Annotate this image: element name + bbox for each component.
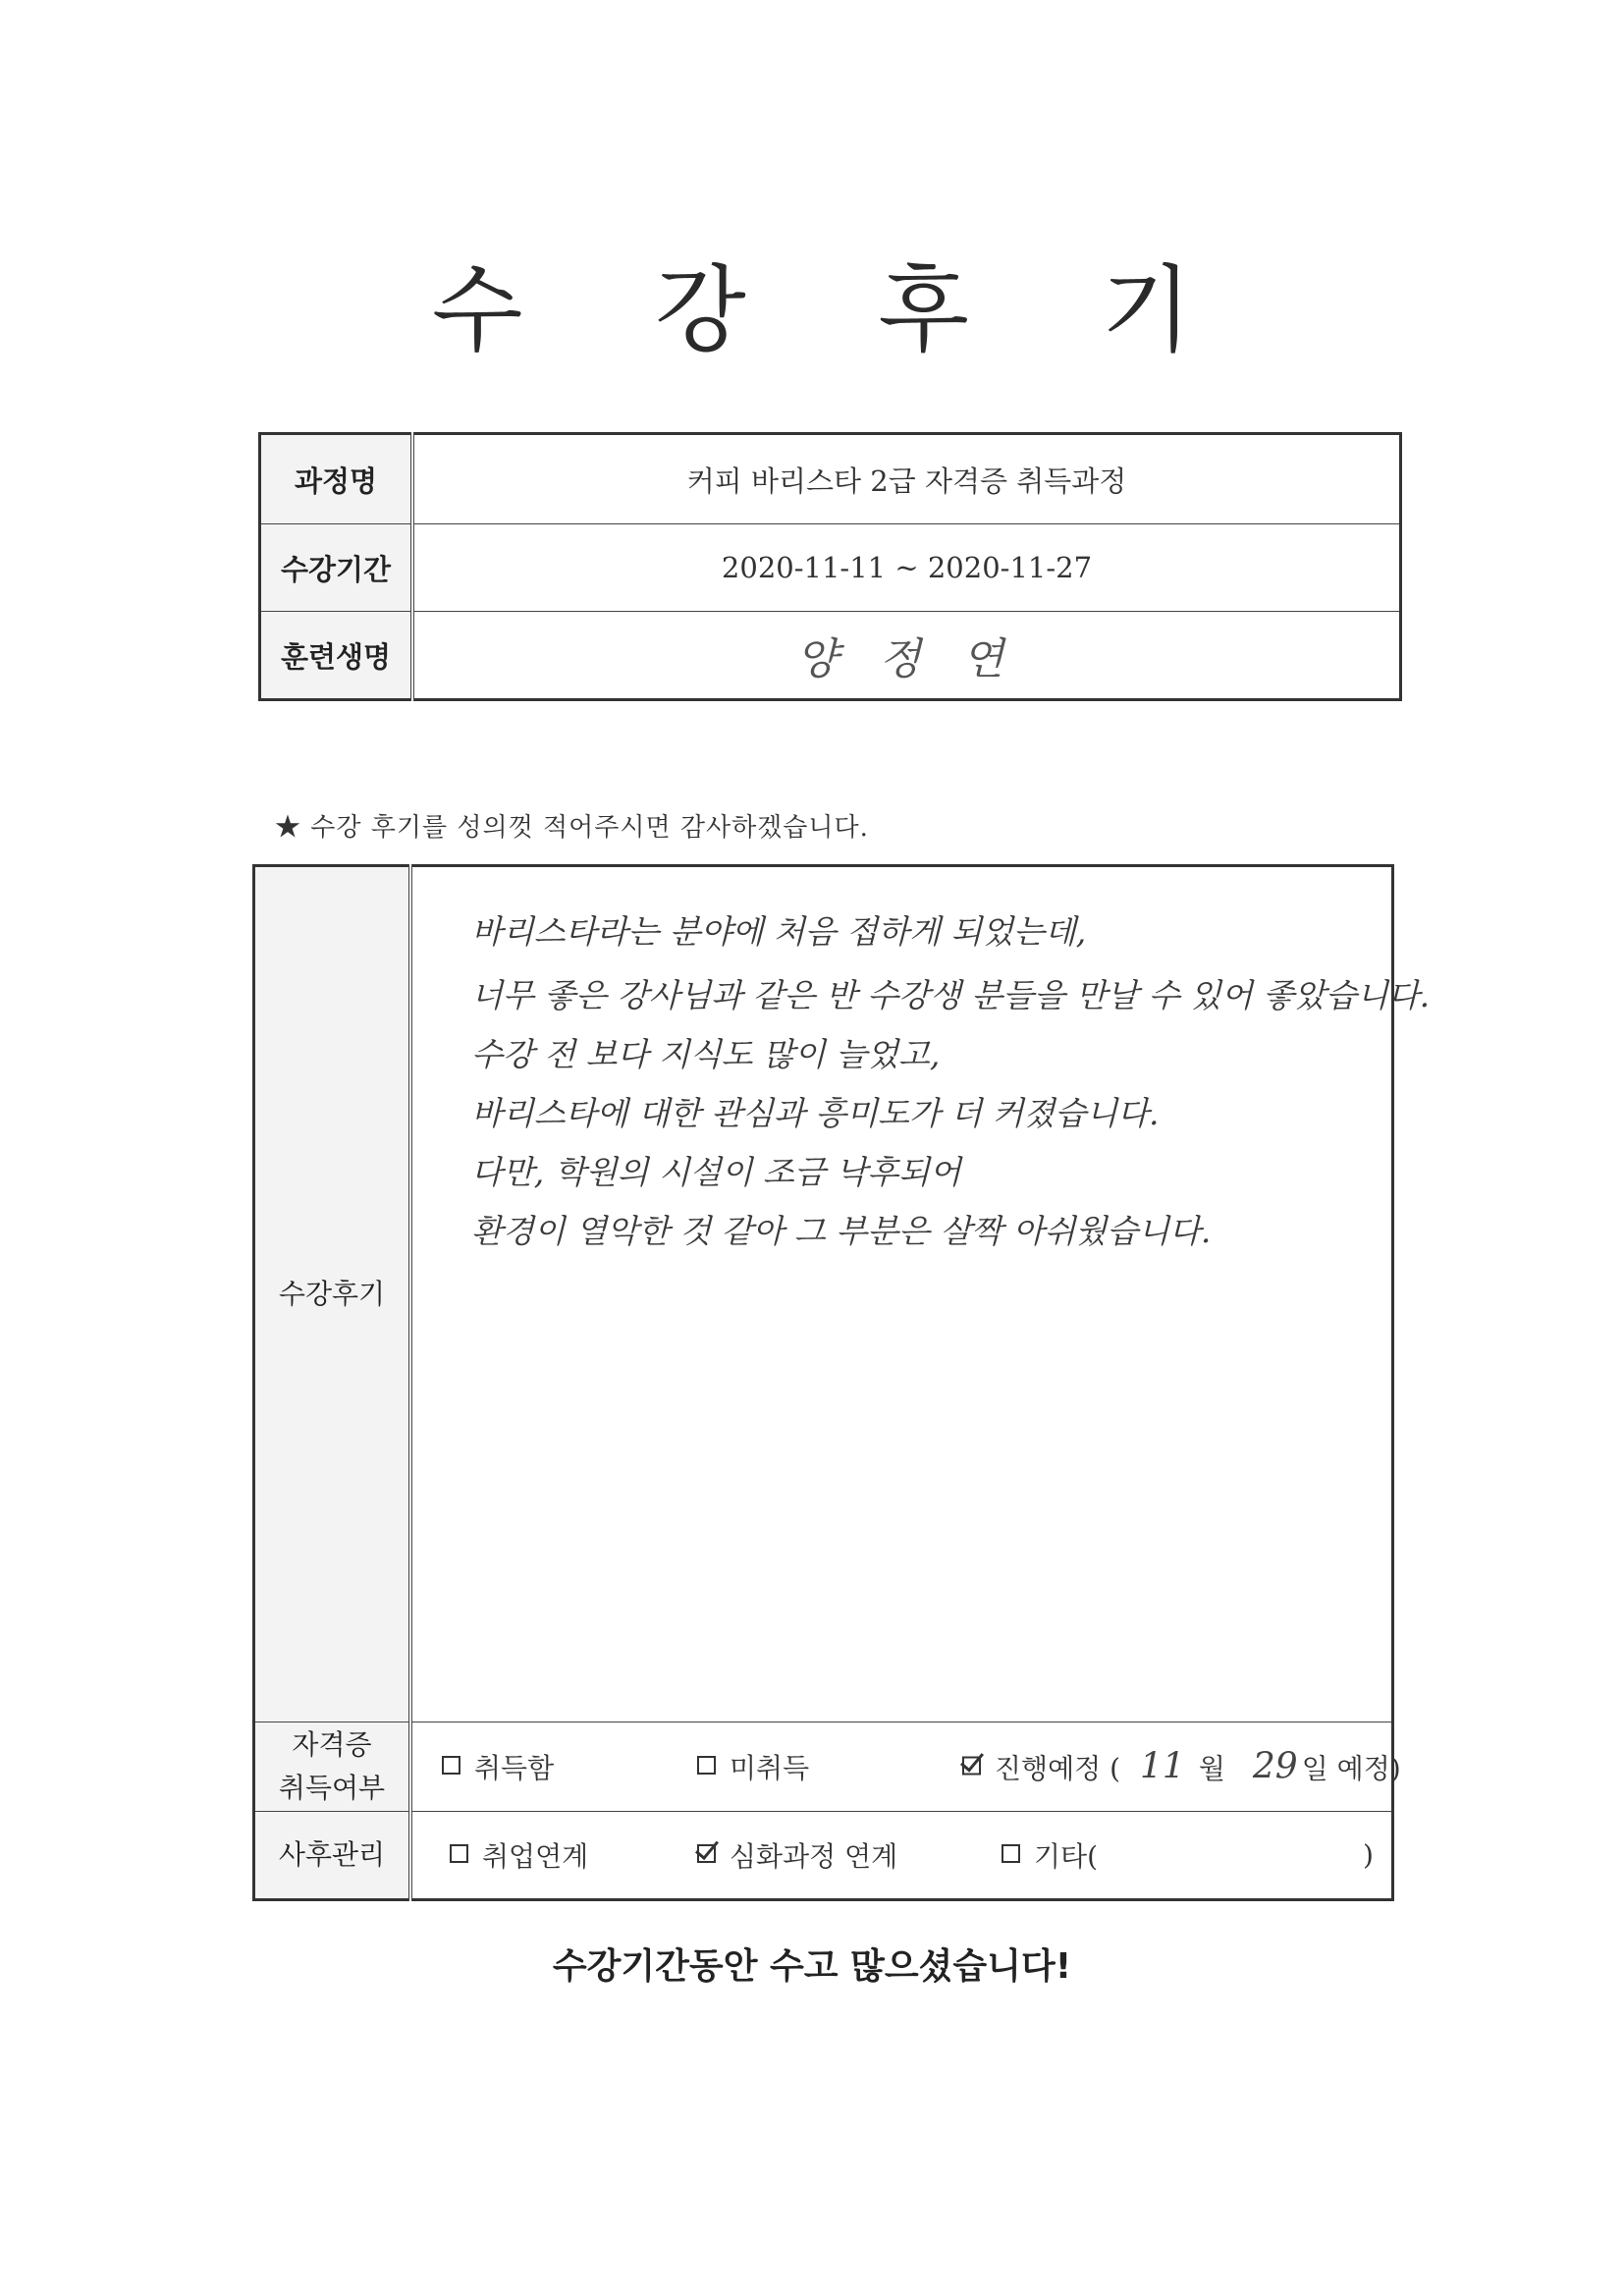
aftercare-other-close: ) bbox=[1363, 1838, 1374, 1872]
aftercare-option-advanced-label: 심화과정 연계 bbox=[730, 1840, 898, 1873]
review-line-1: 바리스타라는 분야에 처음 접하게 되었는데, bbox=[471, 912, 1087, 951]
review-line-3: 수강 전 보다 지식도 많이 늘었고, bbox=[471, 1035, 941, 1073]
course-value: 커피 바리스타 2급 자격증 취득과정 bbox=[412, 434, 1401, 524]
course-label: 과정명 bbox=[260, 434, 413, 524]
course-info-table bbox=[258, 432, 1402, 701]
cert-option-not-acquired-label: 미취득 bbox=[730, 1752, 810, 1784]
certification-label-line2: 취득여부 bbox=[278, 1772, 386, 1804]
checkbox-icon[interactable] bbox=[1001, 1844, 1020, 1863]
period-value: 2020-11-11 ~ 2020-11-27 bbox=[412, 524, 1401, 612]
cert-option-in-progress-label: 진행예정 ( bbox=[995, 1752, 1121, 1785]
aftercare-option-advanced[interactable] bbox=[697, 1835, 897, 1875]
cert-option-not-acquired[interactable] bbox=[697, 1747, 809, 1786]
review-body bbox=[410, 866, 1431, 1722]
review-line-6: 환경이 열악한 것 같아 그 부분은 살짝 아쉬웠습니다. bbox=[471, 1212, 1212, 1250]
aftercare-label: 사후관리 bbox=[254, 1812, 411, 1900]
certification-options bbox=[410, 1722, 1401, 1812]
cert-day-unit: 일 예정) bbox=[1301, 1752, 1401, 1785]
review-line-4: 바리스타에 대한 관심과 흥미도가 더 커졌습니다. bbox=[471, 1094, 1160, 1132]
trainee-row bbox=[260, 612, 1401, 700]
certification-label bbox=[254, 1722, 411, 1812]
aftercare-row bbox=[254, 1812, 1393, 1900]
course-row bbox=[260, 434, 1401, 524]
instruction-note: ★ 수강 후기를 성의껏 적어주시면 감사하겠습니다. bbox=[275, 813, 869, 843]
trainee-name-handwritten: 양 정 연 bbox=[795, 634, 1018, 684]
cert-option-in-progress[interactable] bbox=[962, 1747, 1401, 1787]
cert-option-acquired[interactable] bbox=[442, 1747, 554, 1786]
review-table bbox=[252, 864, 1431, 1901]
certification-row bbox=[254, 1722, 1393, 1812]
aftercare-option-employment[interactable] bbox=[450, 1835, 588, 1875]
aftercare-option-other-label: 기타( bbox=[1034, 1840, 1099, 1873]
review-line-5: 다만, 학원의 시설이 조금 낙후되어 bbox=[471, 1153, 961, 1191]
checkbox-icon[interactable] bbox=[442, 1756, 460, 1775]
closing-message: 수강기간동안 수고 많으셨습니다! bbox=[552, 1946, 1072, 1987]
cert-day-handwritten: 29 bbox=[1252, 1746, 1298, 1787]
cert-month-unit: 월 bbox=[1198, 1752, 1225, 1785]
checked-checkbox-icon[interactable] bbox=[962, 1757, 981, 1776]
checked-checkbox-icon[interactable] bbox=[697, 1844, 716, 1863]
aftercare-option-other[interactable] bbox=[1001, 1835, 1098, 1875]
period-row bbox=[260, 524, 1401, 612]
review-line-2: 너무 좋은 강사님과 같은 반 수강생 분들을 만날 수 있어 좋았습니다. bbox=[471, 976, 1431, 1014]
trainee-cell bbox=[412, 612, 1401, 700]
period-label: 수강기간 bbox=[260, 524, 413, 612]
review-label: 수강후기 bbox=[254, 866, 411, 1722]
checkbox-icon[interactable] bbox=[450, 1844, 468, 1863]
aftercare-option-employment-label: 취업연계 bbox=[482, 1840, 589, 1873]
trainee-label: 훈련생명 bbox=[260, 612, 413, 700]
certification-label-line1: 자격증 bbox=[292, 1728, 372, 1761]
document-title: 수 강 후 기 bbox=[431, 255, 1244, 365]
checkbox-icon[interactable] bbox=[697, 1756, 716, 1775]
cert-month-handwritten: 11 bbox=[1140, 1746, 1185, 1787]
review-row bbox=[254, 866, 1393, 1722]
cert-option-acquired-label: 취득함 bbox=[474, 1752, 555, 1784]
aftercare-options bbox=[410, 1812, 1393, 1900]
